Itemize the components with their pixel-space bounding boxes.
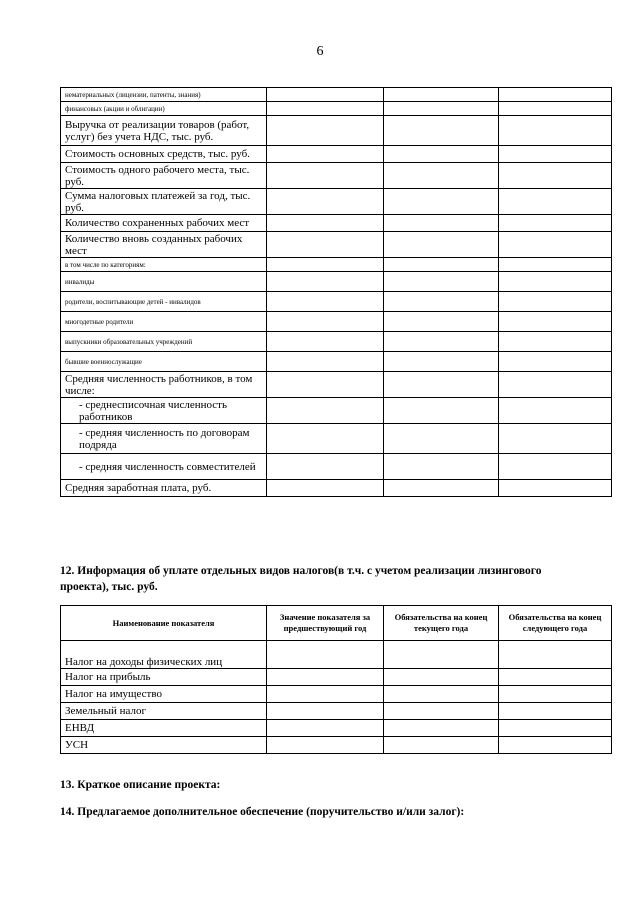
section-14-title: 14. Предлагаемое дополнительное обеспечение (поручительство и/или залог): bbox=[60, 806, 465, 818]
value-cell[interactable] bbox=[384, 641, 499, 669]
value-cell[interactable] bbox=[267, 352, 384, 372]
row-label: Средняя численность работников, в том числе: bbox=[61, 372, 267, 398]
tax-name: Налог на имущество bbox=[61, 686, 267, 703]
row-label: Стоимость основных средств, тыс. руб. bbox=[61, 146, 267, 163]
header-previous-year: Значение показателя за предшествующий год bbox=[267, 606, 384, 641]
value-cell[interactable] bbox=[267, 292, 384, 312]
section-13-title: 13. Краткое описание проекта: bbox=[60, 779, 221, 791]
value-cell[interactable] bbox=[499, 352, 612, 372]
table-row bbox=[61, 272, 612, 292]
taxes-header-row bbox=[61, 606, 612, 641]
page-number: 6 bbox=[316, 44, 324, 59]
value-cell[interactable] bbox=[499, 703, 612, 720]
row-label: инвалиды bbox=[61, 272, 267, 292]
tax-name: УСН bbox=[61, 737, 267, 754]
taxes-table bbox=[60, 605, 612, 754]
row-label: Выручка от реализации товаров (работ, услуг) без учета НДС, тыс. руб. bbox=[61, 116, 267, 146]
table-row bbox=[61, 116, 612, 146]
table-row bbox=[61, 454, 612, 480]
value-cell[interactable] bbox=[384, 332, 499, 352]
value-cell[interactable] bbox=[499, 312, 612, 332]
value-cell[interactable] bbox=[384, 372, 499, 398]
table-row bbox=[61, 88, 612, 102]
value-cell[interactable] bbox=[499, 737, 612, 754]
table-row bbox=[61, 189, 612, 215]
value-cell[interactable] bbox=[267, 215, 384, 232]
row-label: - средняя численность по договорам подряда bbox=[61, 424, 267, 454]
value-cell[interactable] bbox=[384, 292, 499, 312]
value-cell[interactable] bbox=[267, 312, 384, 332]
row-label: Количество сохраненных рабочих мест bbox=[61, 215, 267, 232]
value-cell[interactable] bbox=[384, 116, 499, 146]
value-cell[interactable] bbox=[384, 398, 499, 424]
value-cell[interactable] bbox=[267, 102, 384, 116]
value-cell[interactable] bbox=[499, 146, 612, 163]
value-cell[interactable] bbox=[267, 686, 384, 703]
row-label: Средняя заработная плата, руб. bbox=[61, 480, 267, 497]
value-cell[interactable] bbox=[384, 720, 499, 737]
table-row bbox=[61, 703, 612, 720]
value-cell[interactable] bbox=[267, 641, 384, 669]
value-cell[interactable] bbox=[267, 454, 384, 480]
value-cell[interactable] bbox=[499, 292, 612, 312]
table-row bbox=[61, 372, 612, 398]
row-label: - средняя численность совместителей bbox=[61, 454, 267, 480]
value-cell[interactable] bbox=[384, 737, 499, 754]
value-cell[interactable] bbox=[384, 312, 499, 332]
value-cell[interactable] bbox=[384, 232, 499, 258]
value-cell[interactable] bbox=[499, 454, 612, 480]
value-cell[interactable] bbox=[267, 146, 384, 163]
value-cell[interactable] bbox=[267, 116, 384, 146]
header-current-year-end: Обязательства на конец текущего года bbox=[384, 606, 499, 641]
value-cell[interactable] bbox=[384, 703, 499, 720]
value-cell[interactable] bbox=[499, 189, 612, 215]
value-cell[interactable] bbox=[384, 258, 499, 272]
value-cell[interactable] bbox=[499, 88, 612, 102]
value-cell[interactable] bbox=[384, 352, 499, 372]
value-cell[interactable] bbox=[384, 480, 499, 497]
table-row bbox=[61, 641, 612, 669]
value-cell[interactable] bbox=[267, 189, 384, 215]
table-row bbox=[61, 352, 612, 372]
table-row bbox=[61, 163, 612, 189]
value-cell[interactable] bbox=[267, 372, 384, 398]
value-cell[interactable] bbox=[267, 88, 384, 102]
row-label: Стоимость одного рабочего места, тыс. руб. bbox=[61, 163, 267, 189]
value-cell[interactable] bbox=[384, 424, 499, 454]
table-row bbox=[61, 332, 612, 352]
table-row bbox=[61, 720, 612, 737]
tax-name: Налог на прибыль bbox=[61, 669, 267, 686]
table-row bbox=[61, 215, 612, 232]
value-cell[interactable] bbox=[384, 454, 499, 480]
value-cell[interactable] bbox=[499, 332, 612, 352]
value-cell[interactable] bbox=[384, 189, 499, 215]
value-cell[interactable] bbox=[267, 163, 384, 189]
table-row bbox=[61, 146, 612, 163]
tax-name: Налог на доходы физических лиц bbox=[61, 641, 267, 669]
value-cell[interactable] bbox=[384, 146, 499, 163]
table-row bbox=[61, 737, 612, 754]
tax-name: Земельный налог bbox=[61, 703, 267, 720]
row-label: родители, воспитывающие детей - инвалидов bbox=[61, 292, 267, 312]
value-cell[interactable] bbox=[267, 703, 384, 720]
value-cell[interactable] bbox=[499, 372, 612, 398]
row-label: Количество вновь созданных рабочих мест bbox=[61, 232, 267, 258]
value-cell[interactable] bbox=[384, 686, 499, 703]
value-cell[interactable] bbox=[267, 480, 384, 497]
value-cell[interactable] bbox=[499, 641, 612, 669]
table-row bbox=[61, 686, 612, 703]
value-cell[interactable] bbox=[267, 232, 384, 258]
value-cell[interactable] bbox=[384, 215, 499, 232]
value-cell[interactable] bbox=[499, 424, 612, 454]
table-row bbox=[61, 258, 612, 272]
table-row bbox=[61, 669, 612, 686]
tax-name: ЕНВД bbox=[61, 720, 267, 737]
value-cell[interactable] bbox=[499, 272, 612, 292]
value-cell[interactable] bbox=[267, 272, 384, 292]
value-cell[interactable] bbox=[267, 398, 384, 424]
value-cell[interactable] bbox=[499, 720, 612, 737]
indicators-table bbox=[60, 87, 612, 497]
table-row bbox=[61, 292, 612, 312]
value-cell[interactable] bbox=[499, 669, 612, 686]
row-label: нематериальных (лицензии, патенты, знания) bbox=[61, 88, 267, 102]
value-cell[interactable] bbox=[267, 720, 384, 737]
row-label: выпускники образовательных учреждений bbox=[61, 332, 267, 352]
value-cell[interactable] bbox=[267, 258, 384, 272]
table-row bbox=[61, 398, 612, 424]
table-row bbox=[61, 312, 612, 332]
value-cell[interactable] bbox=[267, 669, 384, 686]
header-next-year-end: Обязательства на конец следующего года bbox=[499, 606, 612, 641]
value-cell[interactable] bbox=[499, 398, 612, 424]
value-cell[interactable] bbox=[499, 686, 612, 703]
table-row bbox=[61, 424, 612, 454]
value-cell[interactable] bbox=[499, 480, 612, 497]
row-label: - среднесписочная численность работников bbox=[61, 398, 267, 424]
section-12-title: 12. Информация об уплате отдельных видов налогов(в т.ч. с учетом реализации лизингового проекта), тыс. руб. bbox=[60, 565, 542, 593]
header-indicator-name: Наименование показателя bbox=[61, 606, 267, 641]
table-row bbox=[61, 232, 612, 258]
value-cell[interactable] bbox=[384, 163, 499, 189]
value-cell[interactable] bbox=[384, 669, 499, 686]
value-cell[interactable] bbox=[499, 102, 612, 116]
row-label: финансовых (акции и облигации) bbox=[61, 102, 267, 116]
value-cell[interactable] bbox=[499, 116, 612, 146]
row-label: Сумма налоговых платежей за год, тыс. руб. bbox=[61, 189, 267, 215]
row-label: бывшие военнослужащие bbox=[61, 352, 267, 372]
table-row bbox=[61, 102, 612, 116]
value-cell[interactable] bbox=[267, 332, 384, 352]
value-cell[interactable] bbox=[384, 272, 499, 292]
value-cell[interactable] bbox=[499, 258, 612, 272]
value-cell[interactable] bbox=[499, 232, 612, 258]
row-label: в том числе по категориям: bbox=[61, 258, 267, 272]
table-row bbox=[61, 480, 612, 497]
value-cell[interactable] bbox=[499, 163, 612, 189]
row-label: многодетные родители bbox=[61, 312, 267, 332]
value-cell[interactable] bbox=[499, 215, 612, 232]
value-cell[interactable] bbox=[267, 424, 384, 454]
value-cell[interactable] bbox=[267, 737, 384, 754]
value-cell[interactable] bbox=[384, 88, 499, 102]
value-cell[interactable] bbox=[384, 102, 499, 116]
